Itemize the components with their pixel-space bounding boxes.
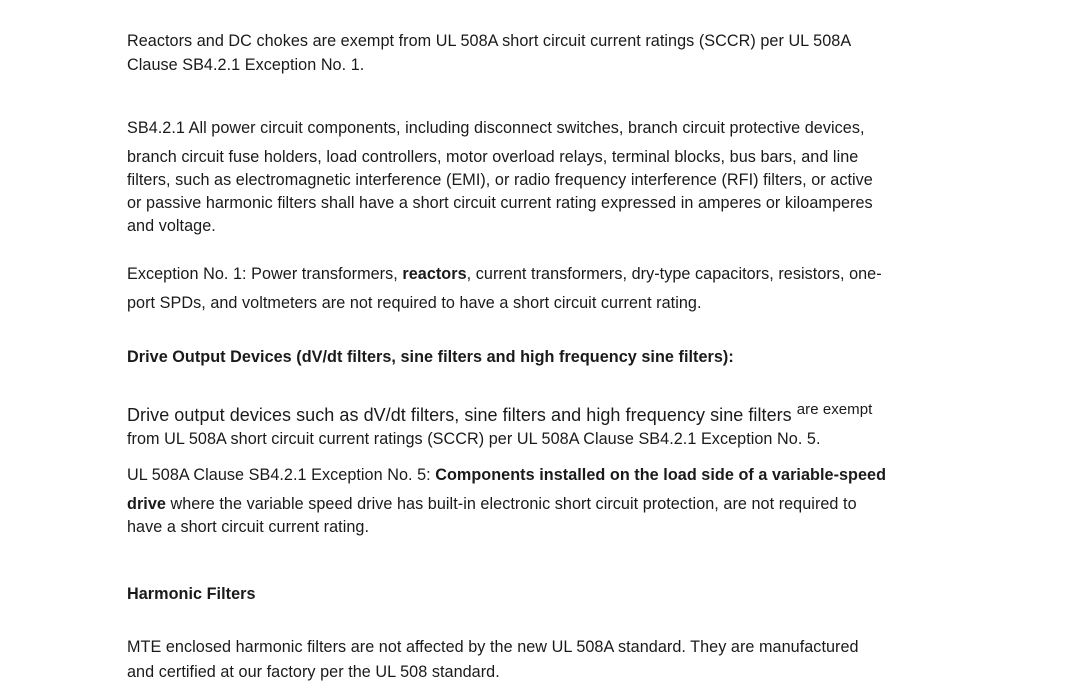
para3-text-post: , current transformers, dry-type capacitors, resistors, one- xyxy=(466,265,882,283)
heading-drive-output-devices: Drive Output Devices (dV/dt filters, sine filters and high frequency sine filters): xyxy=(127,348,734,366)
para5-text: UL 508A Clause SB4.2.1 Exception No. 5: xyxy=(127,466,436,484)
para3-bold-reactors: reactors xyxy=(402,265,467,283)
para2-line4: or passive harmonic filters shall have a short circuit current rating expressed in amperes or kiloamperes xyxy=(127,194,873,212)
para3-line1 xyxy=(127,264,882,284)
para5-text-post: where the variable speed drive has built-in electronic short circuit protection, are not required to xyxy=(165,495,857,513)
para6-line2: and certified at our factory per the UL 508 standard. xyxy=(127,663,500,681)
para5-line3: have a short circuit current rating. xyxy=(127,518,370,536)
para4-main-text: Drive output devices such as dV/dt filters, sine filters and high frequency sine filters xyxy=(127,405,797,425)
para5-line2 xyxy=(127,494,857,514)
para2-line3: filters, such as electromagnetic interference (EMI), or radio frequency interference (RFI) filters, or active xyxy=(127,171,873,189)
para4-line2: from UL 508A short circuit current ratings (SCCR) per UL 508A Clause SB4.2.1 Exception No. 5. xyxy=(127,430,821,448)
para5-line1 xyxy=(127,465,886,485)
para3-text: Exception No. 1: Power transformers, xyxy=(127,265,403,283)
para1-line2: Clause SB4.2.1 Exception No. 1. xyxy=(127,56,365,74)
para3-line2: port SPDs, and voltmeters are not required to have a short circuit current rating. xyxy=(127,294,702,312)
para5-bold-text: Components installed on the load side of a variable-speed xyxy=(435,466,887,484)
para6-line1: MTE enclosed harmonic filters are not affected by the new UL 508A standard. They are manufactured xyxy=(127,638,859,656)
para5-bold-drive: drive xyxy=(127,495,166,513)
para2-line1: SB4.2.1 All power circuit components, including disconnect switches, branch circuit protective devices, xyxy=(127,119,865,137)
para4-line1 xyxy=(127,401,873,427)
para2-line2: branch circuit fuse holders, load controllers, motor overload relays, terminal blocks, bus bars, and line xyxy=(127,148,859,166)
para2-line5: and voltage. xyxy=(127,217,216,235)
para1-line1: Reactors and DC chokes are exempt from UL 508A short circuit current ratings (SCCR) per UL 508A xyxy=(127,32,852,50)
para4-raised-text: are exempt xyxy=(796,401,873,418)
heading-harmonic-filters: Harmonic Filters xyxy=(127,585,256,603)
